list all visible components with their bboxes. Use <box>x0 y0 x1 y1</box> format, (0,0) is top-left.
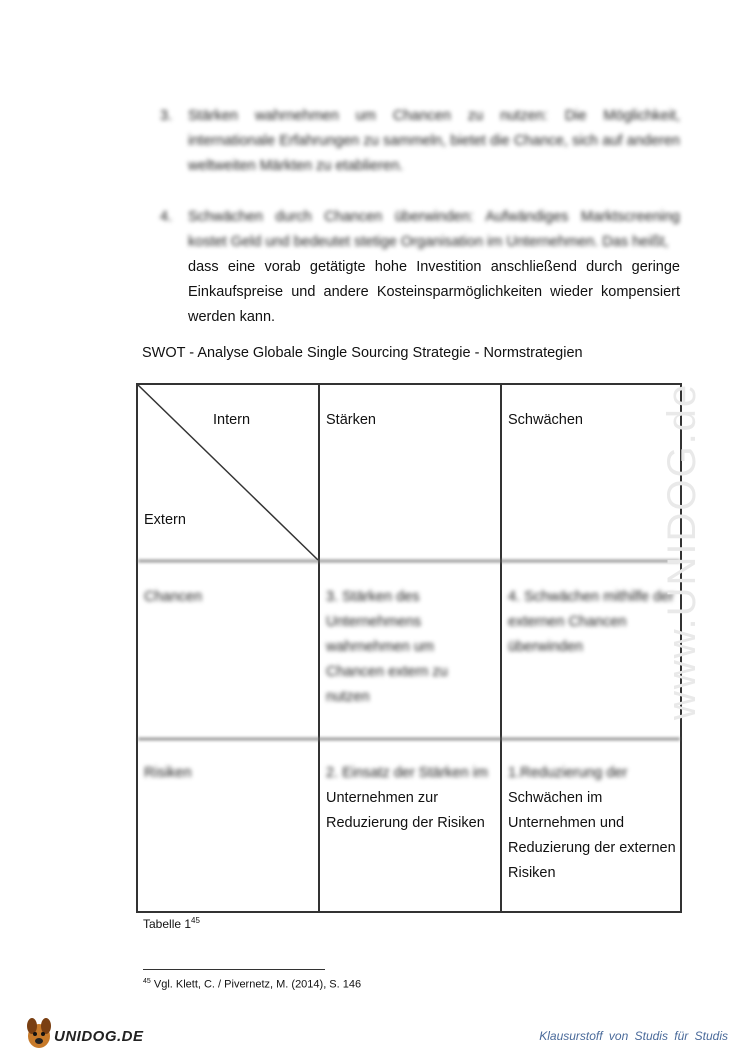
header-schwaechen: Schwächen <box>508 412 583 428</box>
cell-risiken-schwaechen-blurred: 1.Reduzierung der <box>508 765 628 781</box>
row-divider <box>138 738 680 740</box>
column-divider <box>500 385 502 911</box>
header-intern: Intern <box>213 412 251 428</box>
list-text-blurred: Schwächen durch Chancen überwinden: Aufwändiges Marktscreening kostet Geld und bedeutet stetige Organisation im Unternehmen. Das heißt, <box>188 209 680 250</box>
row-label-chancen: Chancen <box>144 589 203 605</box>
list-text: Stärken wahrnehmen um Chancen zu nutzen: Die Möglichkeit, internationale Erfahrungen zu sammeln, bietet die Chance, sich auf anderen weltweiten Märkten zu etablieren. <box>188 108 680 174</box>
list-number: 3. <box>160 108 173 124</box>
header-staerken: Stärken <box>326 412 376 428</box>
footnote <box>143 978 361 991</box>
footnote-text: Vgl. Klett, C. / Pivernetz, M. (2014), S. 146 <box>153 978 362 991</box>
list-item-4-continued <box>188 255 680 330</box>
cell-chancen-schwaechen: 4. Schwächen mithilfe der externen Chancen überwinden <box>508 589 675 655</box>
caption-text: Tabelle 1 <box>143 917 192 931</box>
text-line: Einkaufspreise und andere Kosteinsparmöglichkeiten wieder kompensiert <box>188 284 680 300</box>
footnote-number: 45 <box>143 978 151 985</box>
footnote-divider <box>143 969 325 970</box>
cell-risiken-schwaechen-line: Reduzierung der externen <box>508 840 676 856</box>
list-number: 4. <box>160 209 173 225</box>
cell-risiken-schwaechen-line: Risiken <box>508 865 556 881</box>
cell-risiken-schwaechen-line: Schwächen im <box>508 790 603 806</box>
cell-risiken-schwaechen-line: Unternehmen und <box>508 815 625 831</box>
cell-risiken-staerken-line: Unternehmen zur <box>326 790 439 806</box>
header-extern: Extern <box>144 512 186 528</box>
row-label-risiken: Risiken <box>144 765 192 781</box>
cell-chancen-staerken: 3. Stärken des Unternehmens wahrnehmen um Chancen extern zu nutzen <box>326 589 448 705</box>
swot-table <box>136 383 682 913</box>
list-item-4 <box>160 205 680 255</box>
footnote-ref: 45 <box>191 916 200 925</box>
footer-tagline: Klausurstoff von Studis für Studis <box>539 1029 728 1043</box>
table-caption <box>143 916 200 931</box>
table-title: SWOT - Analyse Globale Single Sourcing Strategie - Normstrategien <box>142 345 583 361</box>
watermark: www.UNIDOG.de <box>660 382 704 720</box>
cell-risiken-staerken-blurred: 2. Einsatz der Stärken im <box>326 765 488 781</box>
text-line: werden kann. <box>188 309 276 325</box>
cell-risiken-staerken-line: Reduzierung der Risiken <box>326 815 485 831</box>
list-item-3 <box>160 104 680 179</box>
text-line: dass eine vorab getätigte hohe Investition anschließend durch geringe <box>188 259 680 275</box>
logo-wordmark: UNIDOG.DE <box>54 1028 144 1045</box>
